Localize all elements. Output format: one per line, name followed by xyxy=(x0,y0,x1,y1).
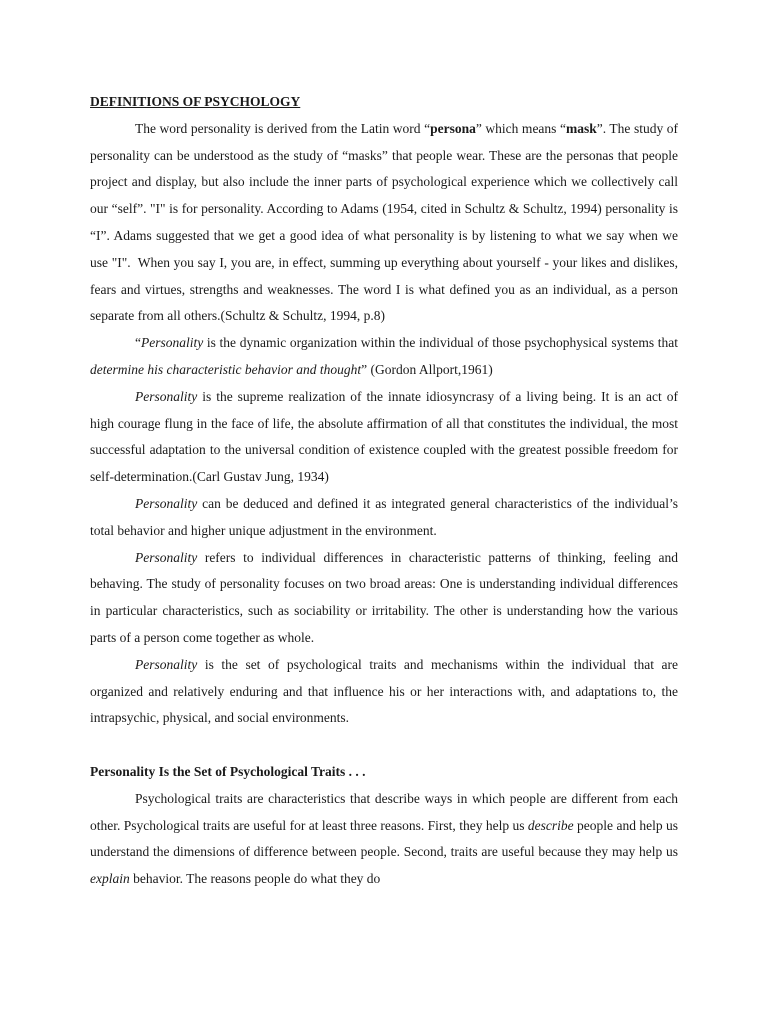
text-run-italic: Personality xyxy=(135,656,198,672)
text-run-italic: Personality xyxy=(135,495,198,511)
document-page xyxy=(90,89,682,893)
text-run-italic: explain xyxy=(90,871,130,887)
section-spacer xyxy=(90,732,678,759)
text-run: is the dynamic organization within the individual of those psychophysical systems that xyxy=(203,335,682,351)
text-run: ” which means “ xyxy=(475,120,566,136)
section-subheading: Personality Is the Set of Psychological Traits . . . xyxy=(90,763,366,779)
text-run-italic: Personality xyxy=(135,388,198,404)
text-run: is the supreme realization of the innate idiosyncrasy of a living being. It is an act of high courage flung in the face of life, the absolute affirmation of all that constitutes the individual, the most successful adaptation to the universal condition of existence coupled with the greatest possible freedom for self-determination.(Carl Gustav Jung, 1934) xyxy=(90,388,682,485)
text-run-italic: determine his characteristic behavior and thought xyxy=(90,361,362,377)
document-heading: DEFINITIONS OF PSYCHOLOGY xyxy=(90,94,301,109)
paragraph-differences xyxy=(90,545,682,652)
paragraph-allport xyxy=(90,330,682,384)
text-run-bold: mask xyxy=(565,120,597,136)
paragraph-etymology xyxy=(90,116,682,330)
text-run: ” (Gordon Allport,1961) xyxy=(361,361,493,377)
text-run: is the set of psychological traits and mechanisms within the individual that are organized and relatively enduring and that influence his or her interactions with, and adaptations to, the intrapsychic, physical, and social environments. xyxy=(90,656,682,726)
text-run: The word personality is derived from the Latin word “ xyxy=(135,120,431,136)
text-run: ”. The study of personality can be understood as the study of “masks” that people wear. These are the personas that people project and display, but also include the inner parts of psychological experience which we collectively call our “self”. "I" is for personality. According to Adams (1954, cited in Schultz & Schultz, 1994) personality is “I”. Adams suggested that we get a good idea of what personality is by listening to what we say when we use "I". When you say I, you are, in effect, summing up everything about yourself - your likes and dislikes, fears and virtues, strengths and weaknesses. The word I is what defined you as an individual, as a person separate from all others.(Schultz & Schultz, 1994, p.8) xyxy=(90,120,682,324)
text-run: refers to individual differences in characteristic patterns of thinking, feeling and behaving. The study of personality focuses on two broad areas: One is understanding individual differences in particular characteristics, such as sociability or irritability. The other is understanding how the various parts of a person come together as whole. xyxy=(90,549,682,645)
text-run-italic: describe xyxy=(527,817,574,833)
paragraph-traits-mechanisms xyxy=(90,652,682,732)
text-run: people and help us understand the dimensions of difference between people. Second, traits are useful because they may help us xyxy=(90,817,682,860)
text-run: can be deduced and defined it as integrated general characteristics of the individual’s total behavior and higher unique adjustment in the environment. xyxy=(90,495,682,538)
paragraph-jung xyxy=(90,384,682,491)
text-run: Psychological traits are characteristics that describe ways in which people are different from each other. Psychological traits are useful for at least three reasons. First, they help us xyxy=(90,790,682,833)
traits-section xyxy=(90,786,682,893)
text-run: “ xyxy=(135,335,141,351)
paragraph-psychological-traits xyxy=(90,786,682,893)
paragraph-integrated xyxy=(90,491,682,545)
text-run-bold: persona xyxy=(430,120,476,136)
definitions-section xyxy=(90,116,682,732)
text-run-italic: Personality xyxy=(141,335,204,351)
text-run-italic: Personality xyxy=(135,549,198,565)
text-run: behavior. The reasons people do what they do xyxy=(129,871,381,887)
